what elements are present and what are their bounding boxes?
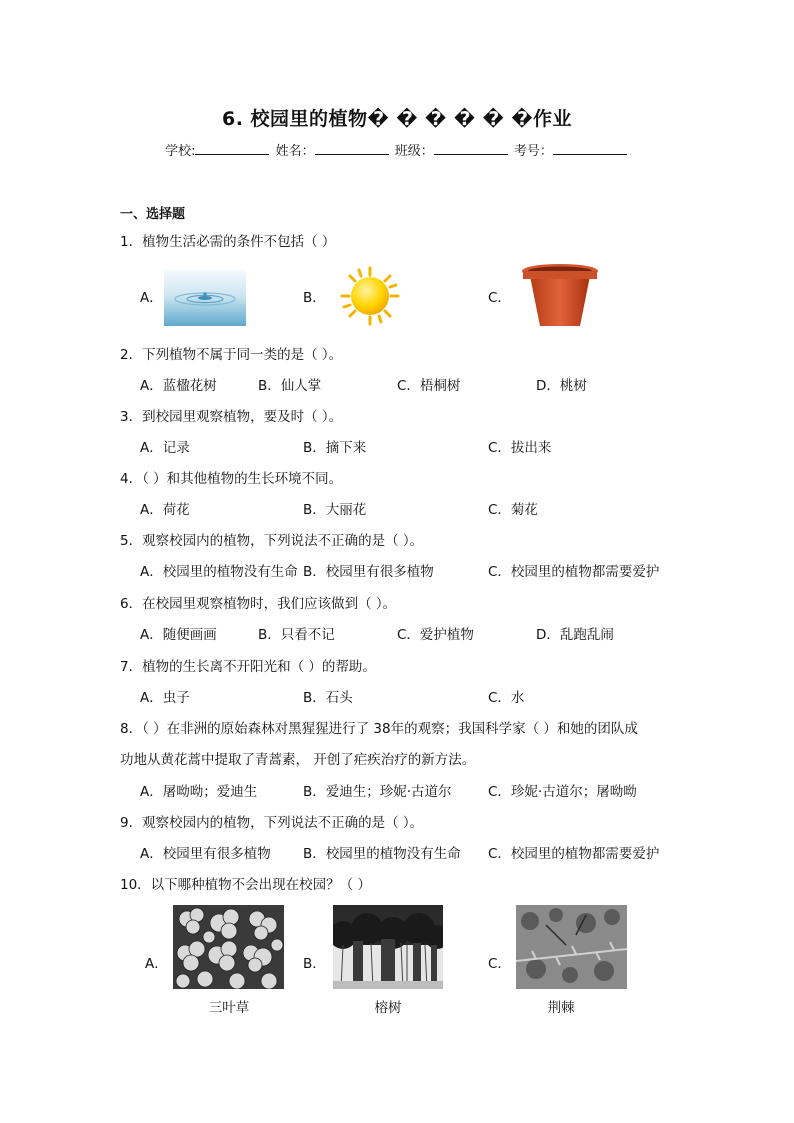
question-6-option-b[interactable]: B．只看不记 xyxy=(258,627,335,643)
clover-caption: 三叶草 xyxy=(208,1000,250,1016)
question-4-option-a[interactable]: A．荷花 xyxy=(140,502,190,518)
question-1-option-b[interactable]: B． xyxy=(303,290,326,306)
question-8-option-a[interactable]: A．屠呦呦；爱迪生 xyxy=(140,784,258,800)
thorns-caption: 荆棘 xyxy=(547,1000,575,1016)
question-9-option-c[interactable]: C．校园里的植物都需要爱护 xyxy=(488,846,660,862)
school-blank[interactable] xyxy=(195,142,269,155)
exam-number-blank[interactable] xyxy=(553,142,627,155)
water-ripple-image xyxy=(164,270,246,326)
question-8-option-b[interactable]: B．爱迪生；珍妮·古道尔 xyxy=(303,784,452,800)
question-3-option-c[interactable]: C．拔出来 xyxy=(488,440,552,456)
question-7-option-b[interactable]: B．石头 xyxy=(303,690,353,706)
clover-image xyxy=(173,905,284,989)
question-10-option-b[interactable]: B． xyxy=(303,956,326,972)
question-4-option-c[interactable]: C．菊花 xyxy=(488,502,538,518)
class-label: 班级： xyxy=(394,144,434,159)
question-6-option-a[interactable]: A．随便画画 xyxy=(140,627,217,643)
worksheet-title: 6. 校园里的植物� � � � � �作业 xyxy=(221,108,573,130)
question-1-stem: 1．植物生活必需的条件不包括（ ） xyxy=(120,234,336,250)
question-6-option-d[interactable]: D．乱跑乱闹 xyxy=(536,627,614,643)
question-7-option-a[interactable]: A．虫子 xyxy=(140,690,190,706)
question-5-option-a[interactable]: A．校园里的植物没有生命 xyxy=(140,564,298,580)
banyan-tree-image xyxy=(333,905,443,989)
question-2-option-d[interactable]: D．桃树 xyxy=(536,378,587,394)
question-1-option-c[interactable]: C． xyxy=(488,290,511,306)
section-heading: 一、选择题 xyxy=(120,207,186,222)
question-3-stem: 3．到校园里观察植物，要及时（ ）。 xyxy=(120,409,343,425)
question-4-stem: 4．（ ）和其他植物的生长环境不同。 xyxy=(120,471,343,487)
question-10-option-a[interactable]: A． xyxy=(145,956,168,972)
question-3-option-a[interactable]: A．记录 xyxy=(140,440,190,456)
exam-number-label: 考号： xyxy=(513,144,553,159)
question-8-option-c[interactable]: C．珍妮·古道尔；屠呦呦 xyxy=(488,784,637,800)
question-2-option-a[interactable]: A．蓝楹花树 xyxy=(140,378,217,394)
question-5-stem: 5．观察校园内的植物，下列说法不正确的是（ ）。 xyxy=(120,533,424,549)
question-10-option-c[interactable]: C． xyxy=(488,956,511,972)
question-6-stem: 6．在校园里观察植物时，我们应该做到（ ）。 xyxy=(120,596,397,612)
question-6-option-c[interactable]: C．爱护植物 xyxy=(397,627,474,643)
student-info-line xyxy=(0,140,794,159)
sun-icon xyxy=(340,266,400,326)
question-8-stem-continued: 功地从黄花蒿中提取了青蒿素， 开创了疟疾治疗的新方法。 xyxy=(120,752,476,768)
banyan-caption: 榕树 xyxy=(374,1000,402,1016)
class-blank[interactable] xyxy=(434,142,508,155)
question-7-option-c[interactable]: C．水 xyxy=(488,690,525,706)
question-9-option-b[interactable]: B．校园里的植物没有生命 xyxy=(303,846,461,862)
question-10-stem: 10．以下哪种植物不会出现在校园？（ ） xyxy=(120,877,371,893)
question-3-option-b[interactable]: B．摘下来 xyxy=(303,440,367,456)
question-5-option-b[interactable]: B．校园里有很多植物 xyxy=(303,564,434,580)
name-blank[interactable] xyxy=(315,142,389,155)
question-9-stem: 9．观察校园内的植物，下列说法不正确的是（ ）。 xyxy=(120,815,424,831)
name-label: 姓名： xyxy=(275,144,315,159)
question-5-option-c[interactable]: C．校园里的植物都需要爱护 xyxy=(488,564,660,580)
question-2-stem: 2．下列植物不属于同一类的是（ ）。 xyxy=(120,347,343,363)
question-2-option-c[interactable]: C．梧桐树 xyxy=(397,378,461,394)
question-9-option-a[interactable]: A．校园里有很多植物 xyxy=(140,846,271,862)
flower-pot-image xyxy=(520,262,600,328)
thorns-image xyxy=(516,905,627,989)
question-7-stem: 7．植物的生长离不开阳光和（ ）的帮助。 xyxy=(120,659,376,675)
question-4-option-b[interactable]: B．大丽花 xyxy=(303,502,367,518)
school-label: 学校: xyxy=(165,144,196,159)
question-1-option-a[interactable]: A． xyxy=(140,290,163,306)
question-8-stem: 8．（ ）在非洲的原始森林对黑猩猩进行了 38年的观察；我国科学家（ ）和她的团队成 xyxy=(120,721,638,737)
question-2-option-b[interactable]: B．仙人掌 xyxy=(258,378,322,394)
